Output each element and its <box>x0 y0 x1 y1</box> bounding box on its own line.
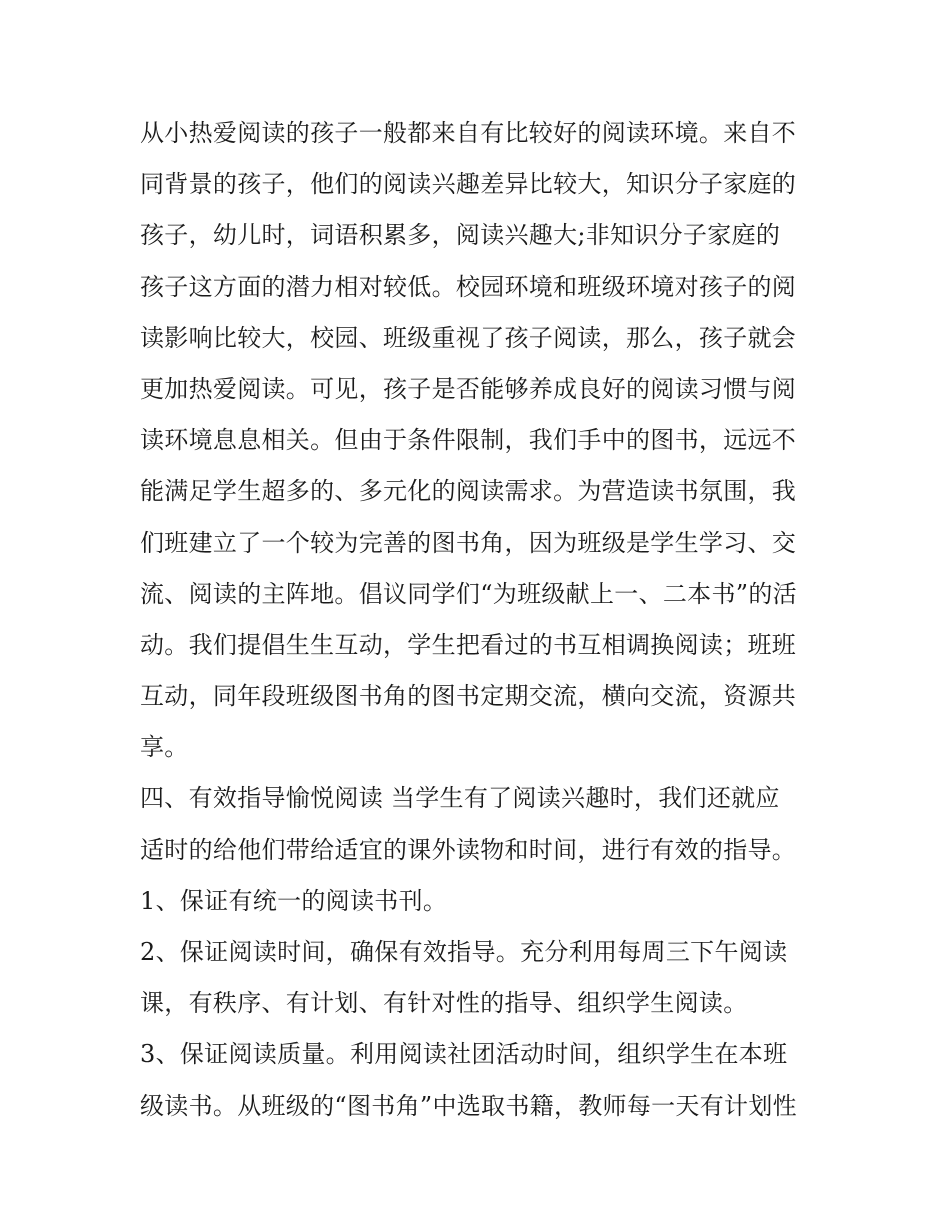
section-heading: 四、有效指导愉悦阅读 当学生有了阅读兴趣时，我们还就应 <box>140 784 780 813</box>
text-line: 课，有秩序、有计划、有针对性的指导、组织学生阅读。 <box>140 989 748 1018</box>
text-line: 流、阅读的主阵地。倡议同学们“为班级献上一、二本书”的活 <box>140 579 797 608</box>
text-line: 级读书。从班级的“图书角”中选取书籍，教师每一天有计划性 <box>140 1091 797 1120</box>
text-line: 孩子，幼儿时，词语积累多，阅读兴趣大;非知识分子家庭的 <box>140 221 781 250</box>
text-line: 孩子这方面的潜力相对较低。校园环境和班级环境对孩子的阅 <box>140 272 797 301</box>
text-line: 享。 <box>140 733 189 762</box>
text-line: 更加热爱阅读。可见，孩子是否能够养成良好的阅读习惯与阅 <box>140 374 797 403</box>
body-text <box>140 108 820 1132</box>
text-line: 动。我们提倡生生互动，学生把看过的书互相调换阅读；班班 <box>140 630 797 659</box>
text-line: 们班建立了一个较为完善的图书角，因为班级是学生学习、交 <box>140 528 797 557</box>
text-line: 从小热爱阅读的孩子一般都来自有比较好的阅读环境。来自不 <box>140 119 797 147</box>
text-line: 读影响比较大，校园、班级重视了孩子阅读，那么，孩子就会 <box>140 323 797 352</box>
list-item: 1、保证有统一的阅读书刊。 <box>140 886 448 915</box>
text-line: 适时的给他们带给适宜的课外读物和时间，进行有效的指导。 <box>140 835 797 864</box>
text-line: 互动，同年段班级图书角的图书定期交流，横向交流，资源共 <box>140 682 797 711</box>
list-item: 2、保证阅读时间，确保有效指导。充分利用每周三下午阅读 <box>140 938 788 966</box>
list-item: 3、保证阅读质量。利用阅读社团活动时间，组织学生在本班 <box>140 1040 788 1069</box>
text-line: 能满足学生超多的、多元化的阅读需求。为营造读书氛围，我 <box>140 477 797 506</box>
text-line: 读环境息息相关。但由于条件限制，我们手中的图书，远远不 <box>140 426 797 455</box>
text-line: 同背景的孩子，他们的阅读兴趣差异比较大，知识分子家庭的 <box>140 170 797 199</box>
